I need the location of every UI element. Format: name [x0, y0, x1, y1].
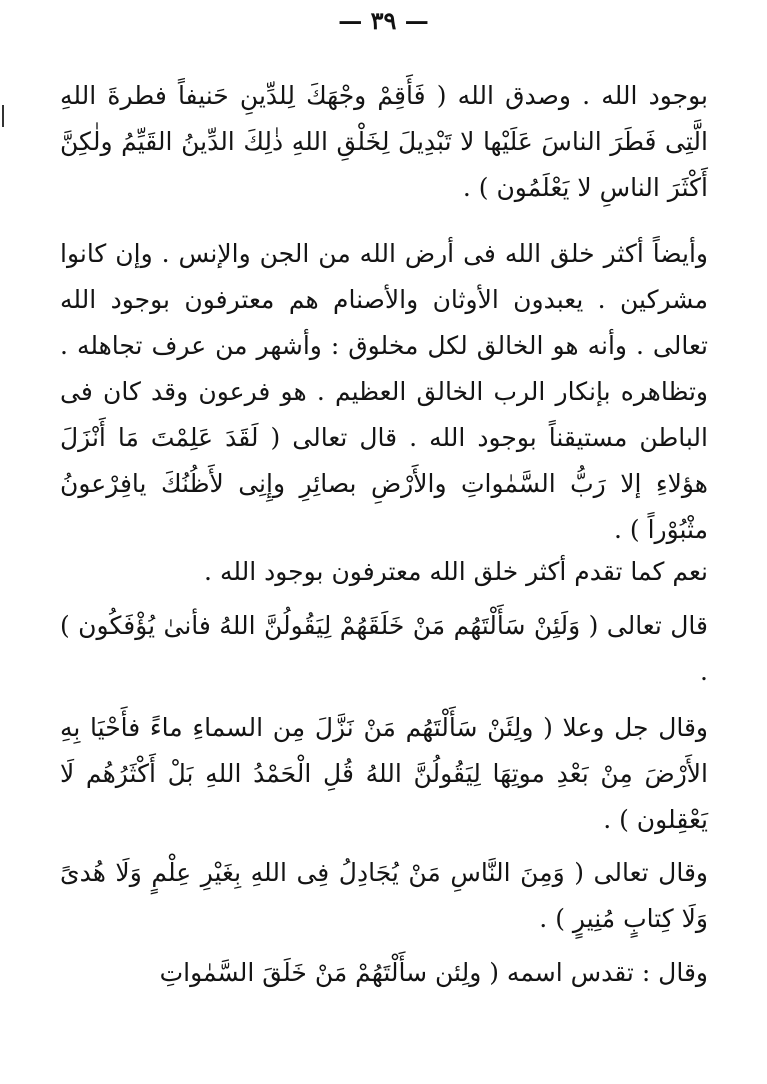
paragraph-2: وأيضاً أكثر خلق الله فى أرض الله من الجن والإنس . وإن كانوا مشركين . يعبدون الأوثان والأصنام هم معترفون بوجود الله تعالى . وأنه هو الخالق لكل مخلوق : وأشهر من عرف تجاهله . وتظاهره بإنكار الرب الخالق العظيم . هو فرعون وقد كان فى الباطن مستيقناً بوجود الله . قال تعالى ( لَقَدَ عَلِمْتَ مَا أَنْزَلَ هؤلاءِ إلا رَبُّ السَّمٰواتِ والأَرْضِ بصائِرِ وإِنِى لأَظُنُكَ يافِرْعونُ مثْبُوْراً ) . — [60, 239, 708, 544]
paragraph-1: بوجود الله . وصدق الله ( فَأَقِمْ وجْهَكَ لِلدِّينِ حَنيفاً فطرةَ اللهِ الَّتِى فَطَرَ الناسَ عَلَيْها لا تَبْدِيلَ لِخَلْقِ اللهِ ذٰلِكَ الدِّينُ القَيِّمُ ولٰكِنَّ أَكْثَرَ الناسِ لا يَعْلَمُون ) . — [60, 81, 708, 202]
paragraph-7: وقال : تقدس اسمه ( ولِئن سأَلْتَهُمْ مَنْ خَلَقَ السَّمٰواتِ — [159, 958, 708, 987]
paragraph-3: نعم كما تقدم أكثر خلق الله معترفون بوجود الله . — [204, 557, 708, 586]
paragraph-4: قال تعالى ( وَلَئِنْ سَأَلْتَهُم مَنْ خَلَقَهُمْ لِيَقُولُنَّ اللهُ فأنىٰ يُؤْفَكُون ) . — [60, 611, 708, 686]
paragraph-6: وقال تعالى ( وَمِنَ النَّاسِ مَنْ يُجَادِلُ فِى اللهِ بِغَيْرِ عِلْمٍ وَلَا هُدىً وَلَا كِتابٍ مُنِيرٍ ) . — [60, 858, 708, 933]
paragraph-5: وقال جل وعلا ( ولِئَنْ سَأَلْتَهُم مَنْ نَزَّلَ مِن السماءِ ماءً فأَحْيَا بِهِ الأَرْضَ مِنْ بَعْدِ موتِهَا لِيَقُولُنَّ اللهُ قُلِ الْحَمْدُ اللهِ بَلْ أَكْثَرُهُم لَا يَعْقِلون ) . — [60, 713, 708, 834]
margin-mark — [2, 105, 4, 127]
page-number: — ٣٩ — — [338, 6, 429, 35]
